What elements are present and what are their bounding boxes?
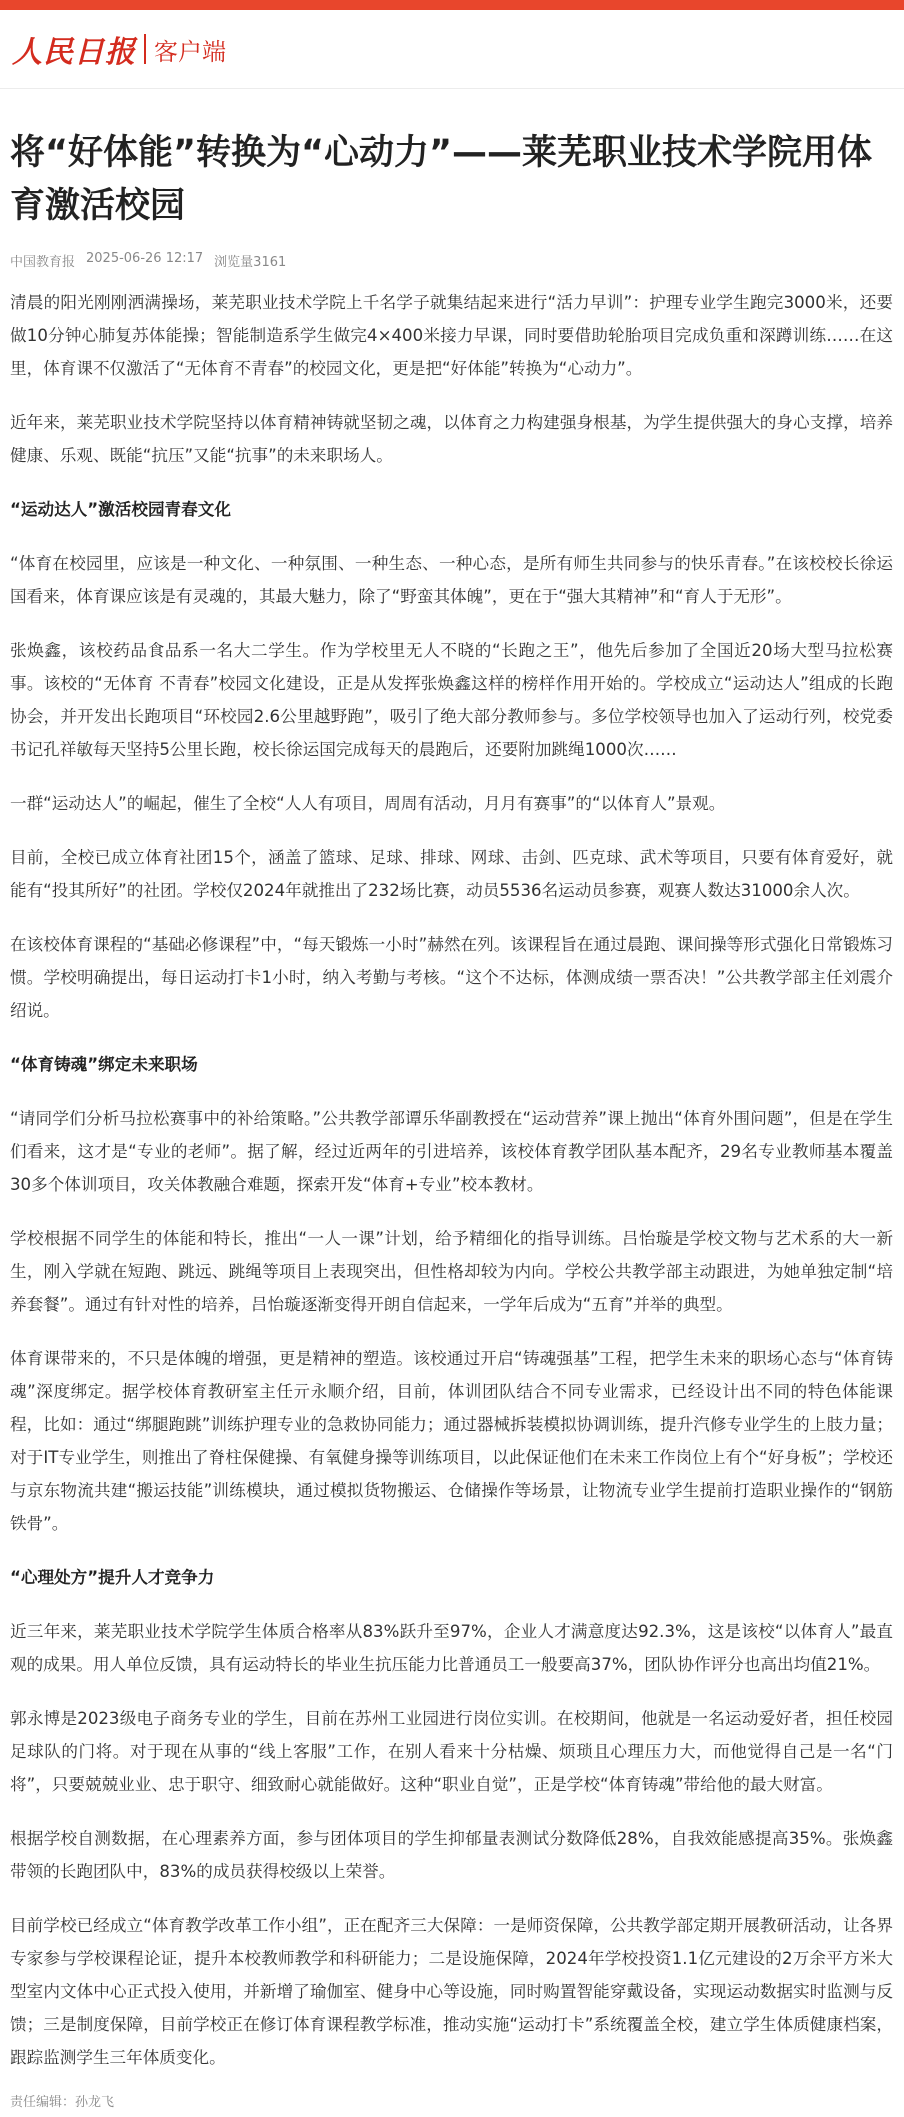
article-views: 浏览量3161 [214, 255, 287, 270]
section-heading: “运动达人”激活校园青春文化 [10, 500, 231, 519]
logo-sub-text: 客户端 [154, 37, 226, 66]
app-header [0, 10, 904, 89]
top-accent-bar [0, 0, 904, 10]
article-datetime: 2025-06-26 12:17 [86, 251, 204, 266]
logo-main-text: 人民日报 [12, 35, 136, 70]
logo-divider [144, 34, 146, 64]
article-source: 中国教育报 [10, 255, 76, 270]
responsible-editor: 责任编辑：孙龙飞 [10, 2095, 115, 2110]
paragraph: 一群“运动达人”的崛起，催生了全校“人人有项目，周周有活动，月月有赛事”的“以体育人”景观。 [10, 794, 726, 813]
paragraph: 近年来，莱芜职业技术学院坚持以体育精神铸就坚韧之魂，以体育之力构建强身根基，为学生提供强大的身心支撑，培养健康、乐观、既能“抗压”又能“抗事”的未来职场人。 [10, 413, 893, 465]
paragraph: 体育课带来的，不只是体魄的增强，更是精神的塑造。该校通过开启“铸魂强基”工程，把学生未来的职场心态与“体育铸魂”深度绑定。据学校体育教研室主任亓永顺介绍，目前，体训团队结合不同专业需求，已经设计出不同的特色体能课程，比如：通过“绑腿跑跳”训练护理专业的急救协同能力；通过器械拆装模拟协调训练，提升汽修专业学生的上肢力量；对于IT专业学生，则推出了脊柱保健操、有氧健身操等训练项目，以此保证他们在未来工作岗位上有个“好身板”；学校还与京东物流共建“搬运技能”训练模块，通过模拟货物搬运、仓储操作等场景，让物流专业学生提前打造职业操作的“钢筋铁骨”。 [10, 1349, 893, 1533]
article-meta [10, 251, 893, 270]
section-heading: “心理处方”提升人才竞争力 [10, 1568, 215, 1587]
paragraph: 清晨的阳光刚刚洒满操场，莱芜职业技术学院上千名学子就集结起来进行“活力早训”：护理专业学生跑完3000米，还要做10分钟心肺复苏体能操；智能制造系学生做完4×400米接力早课，同时要借助轮胎项目完成负重和深蹲训练……在这里，体育课不仅激活了“无体育不青春”的校园文化，更是把“好体能”转换为“心动力”。 [10, 293, 893, 378]
paragraph: 近三年来，莱芜职业技术学院学生体质合格率从83%跃升至97%，企业人才满意度达92.3%，这是该校“以体育人”最直观的成果。用人单位反馈，具有运动特长的毕业生抗压能力比普通员工一般要高37%，团队协作评分也高出均值21%。 [10, 1622, 893, 1674]
paragraph: 郭永博是2023级电子商务专业的学生，目前在苏州工业园进行岗位实训。在校期间，他就是一名运动爱好者，担任校园足球队的门将。对于现在从事的“线上客服”工作，在别人看来十分枯燥、烦琐且心理压力大，而他觉得自己是一名“门将”，只要兢兢业业、忠于职守、细致耐心就能做好。这种“职业自觉”，正是学校“体育铸魂”带给他的最大财富。 [10, 1709, 893, 1794]
article [0, 89, 904, 2110]
paragraph: “请同学们分析马拉松赛事中的补给策略。”公共教学部谭乐华副教授在“运动营养”课上抛出“体育外围问题”，但是在学生们看来，这才是“专业的老师”。据了解，经过近两年的引进培养，该校体育教学团队基本配齐，29名专业教师基本覆盖30多个体训项目，攻关体教融合难题，探索开发“体育+专业”校本教材。 [10, 1109, 893, 1194]
section-heading: “体育铸魂”绑定未来职场 [10, 1055, 198, 1074]
article-body [10, 286, 893, 2074]
people-daily-logo[interactable] [12, 27, 226, 71]
paragraph: 目前学校已经成立“体育教学改革工作小组”，正在配齐三大保障：一是师资保障，公共教学部定期开展教研活动，让各界专家参与学校课程论证，提升本校教师教学和科研能力；二是设施保障，2024年学校投资1.1亿元建设的2万余平方米大型室内文体中心正式投入使用，并新增了瑜伽室、健身中心等设施，同时购置智能穿戴设备，实现运动数据实时监测与反馈；三是制度保障，目前学校正在修订体育课程教学标准，推动实施“运动打卡”系统覆盖全校，建立学生体质健康档案，跟踪监测学生三年体质变化。 [10, 1916, 893, 2067]
paragraph: 根据学校自测数据，在心理素养方面，参与团体项目的学生抑郁量表测试分数降低28%，自我效能感提高35%。张焕鑫带领的长跑团队中，83%的成员获得校级以上荣誉。 [10, 1829, 893, 1881]
paragraph: “体育在校园里，应该是一种文化、一种氛围、一种生态、一种心态，是所有师生共同参与的快乐青春。”在该校校长徐运国看来，体育课应该是有灵魂的，其最大魅力，除了“野蛮其体魄”，更在于“强大其精神”和“育人于无形”。 [10, 554, 893, 606]
paragraph: 张焕鑫，该校药品食品系一名大二学生。作为学校里无人不晓的“长跑之王”，他先后参加了全国近20场大型马拉松赛事。该校的“无体育 不青春”校园文化建设，正是从发挥张焕鑫这样的榜样作用开始的。学校成立“运动达人”组成的长跑协会，并开发出长跑项目“环校园2.6公里越野跑”，吸引了绝大部分教师参与。多位学校领导也加入了运动行列，校党委书记孔祥敏每天坚持5公里长跑，校长徐运国完成每天的晨跑后，还要附加跳绳1000次…… [10, 641, 893, 759]
paragraph: 目前，全校已成立体育社团15个，涵盖了篮球、足球、排球、网球、击剑、匹克球、武术等项目，只要有体育爱好，就能有“投其所好”的社团。学校仅2024年就推出了232场比赛，动员5536名运动员参赛，观赛人数达31000余人次。 [10, 848, 893, 900]
paragraph: 在该校体育课程的“基础必修课程”中，“每天锻炼一小时”赫然在列。该课程旨在通过晨跑、课间操等形式强化日常锻炼习惯。学校明确提出，每日运动打卡1小时，纳入考勤与考核。“这个不达标，体测成绩一票否决！”公共教学部主任刘震介绍说。 [10, 935, 893, 1020]
article-title: 将“好体能”转换为“心动力”——莱芜职业技术学院用体育激活校园 [10, 133, 873, 226]
paragraph: 学校根据不同学生的体能和特长，推出“一人一课”计划，给予精细化的指导训练。吕怡璇是学校文物与艺术系的大一新生，刚入学就在短跑、跳远、跳绳等项目上表现突出，但性格却较为内向。学校公共教学部主动跟进，为她单独定制“培养套餐”。通过有针对性的培养，吕怡璇逐渐变得开朗自信起来，一学年后成为“五育”并举的典型。 [10, 1229, 893, 1314]
